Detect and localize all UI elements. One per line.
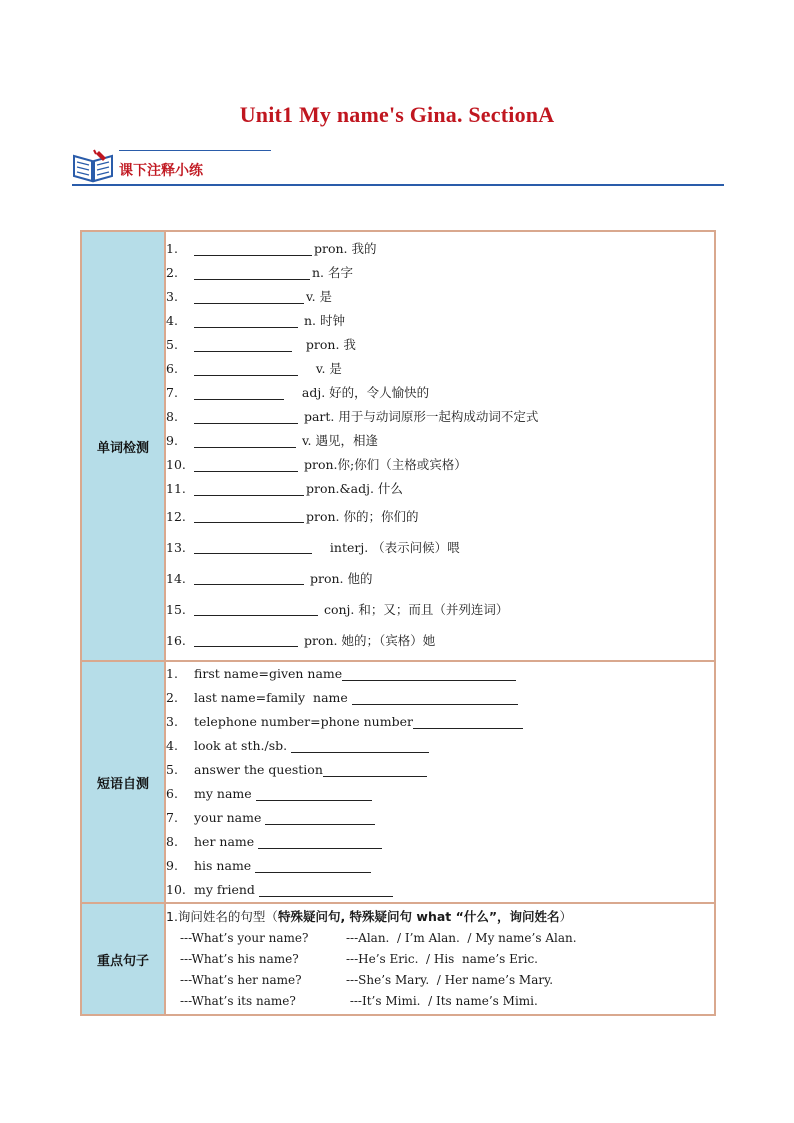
answer-blank[interactable] <box>194 434 296 448</box>
list-item: 9. his name <box>166 854 714 878</box>
list-item: 2. n. 名字 <box>166 264 353 280</box>
header-rule <box>72 184 724 186</box>
list-item: 3. telephone number=phone number <box>166 710 714 734</box>
answer-blank[interactable] <box>194 602 318 616</box>
answer-blank[interactable] <box>194 266 310 280</box>
open-book-icon <box>72 148 114 184</box>
list-item: 2. last name=family name <box>166 686 714 710</box>
list-item: 6. v. 是 <box>166 360 342 376</box>
answer-blank[interactable] <box>194 410 298 424</box>
list-item: 9. v. 遇见，相逢 <box>166 432 378 448</box>
list-item: 3. v. 是 <box>166 288 333 304</box>
list-item: 11. pron.&adj. 什么 <box>166 480 403 496</box>
sentence-pair: ---What’s its name? ---It’s Mimi. / Its name’s Mimi. <box>180 994 538 1008</box>
list-item: 5. pron. 我 <box>166 336 356 352</box>
phrases-section <box>81 661 715 903</box>
list-item: 16. pron. 她的；（宾格）她 <box>166 632 436 648</box>
list-item: 7. adj. 好的，令人愉快的 <box>166 384 430 400</box>
sentence-pair: ---What’s your name? ---Alan. / I’m Alan. / My name’s Alan. <box>180 931 577 945</box>
words-section <box>81 231 715 661</box>
answer-blank[interactable] <box>265 811 375 825</box>
answer-blank[interactable] <box>194 386 284 400</box>
answer-blank[interactable] <box>291 739 429 753</box>
section-header <box>72 146 724 188</box>
phrases-list <box>165 661 715 903</box>
answer-blank[interactable] <box>258 835 382 849</box>
list-item: 8. her name <box>166 830 714 854</box>
list-item: 6. my name <box>166 782 714 806</box>
sentences-section <box>81 903 715 1015</box>
list-item: 1. first name=given name <box>166 662 714 686</box>
answer-blank[interactable] <box>194 482 304 496</box>
answer-blank[interactable] <box>194 242 312 256</box>
answer-blank[interactable] <box>194 540 312 554</box>
list-item: 13. interj. （表示问候）喂 <box>166 539 460 555</box>
category-label: 单词检测 <box>81 231 165 661</box>
answer-blank[interactable] <box>194 338 292 352</box>
answer-blank[interactable] <box>323 763 427 777</box>
answer-blank[interactable] <box>194 633 298 647</box>
list-item: 4. look at sth./sb. <box>166 734 714 758</box>
list-item: 10. pron.你;你们（主格或宾格） <box>166 456 467 472</box>
list-item: 4. n. 时钟 <box>166 312 345 328</box>
header-top-rule <box>119 150 271 151</box>
list-item: 10. my friend <box>166 878 714 902</box>
answer-blank[interactable] <box>352 691 518 705</box>
answer-blank[interactable] <box>194 571 304 585</box>
answer-blank[interactable] <box>413 715 523 729</box>
answer-blank[interactable] <box>255 859 371 873</box>
category-label: 重点句子 <box>81 903 165 1015</box>
answer-blank[interactable] <box>256 787 372 801</box>
sentences-block <box>165 903 715 1015</box>
answer-blank[interactable] <box>259 883 393 897</box>
list-item: 7. your name <box>166 806 714 830</box>
answer-blank[interactable] <box>194 458 298 472</box>
answer-blank[interactable] <box>342 667 516 681</box>
category-label: 短语自测 <box>81 661 165 903</box>
sentence-heading: 1.询问姓名的句型（特殊疑问句, 特殊疑问句 what “什么”，询问姓名） <box>166 909 573 924</box>
words-list <box>165 231 715 661</box>
worksheet-table <box>80 230 716 1016</box>
list-item: 5. answer the question <box>166 758 714 782</box>
list-item: 1. pron. 我的 <box>166 240 377 256</box>
sentence-pair: ---What’s his name? ---He’s Eric. / His name’s Eric. <box>180 952 538 966</box>
answer-blank[interactable] <box>194 314 298 328</box>
list-item: 15. conj. 和；又；而且（并列连词） <box>166 601 509 617</box>
answer-blank[interactable] <box>194 290 304 304</box>
answer-blank[interactable] <box>194 509 304 523</box>
list-item: 8. part. 用于与动词原形一起构成动词不定式 <box>166 408 539 424</box>
list-item: 14. pron. 他的 <box>166 570 373 586</box>
section-label: 课下注释小练 <box>119 163 203 179</box>
sentence-pair: ---What’s her name? ---She’s Mary. / Her name’s Mary. <box>180 973 554 987</box>
page-title: Unit1 My name's Gina. SectionA <box>239 102 555 127</box>
list-item: 12. pron. 你的；你们的 <box>166 508 419 524</box>
answer-blank[interactable] <box>194 362 298 376</box>
